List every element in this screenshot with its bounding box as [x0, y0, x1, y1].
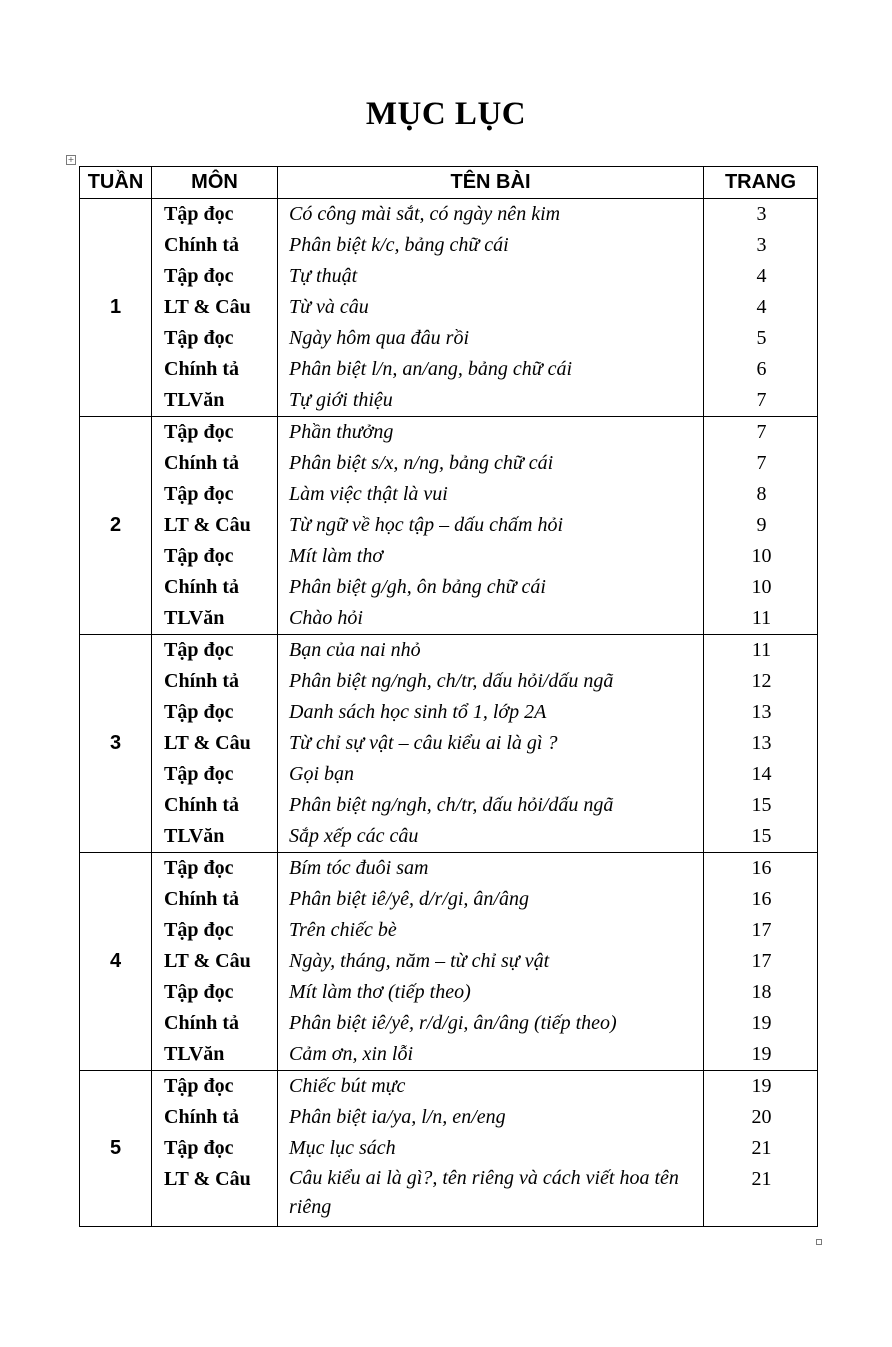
page-number: 10 [751, 576, 772, 598]
lesson-cell: Từ và câu [289, 296, 369, 318]
lesson-cell: Mục lục sách [289, 1137, 396, 1159]
subject-cell: Tập đọc [164, 701, 234, 723]
page-number: 8 [756, 483, 767, 505]
page-number: 4 [756, 265, 767, 287]
subject-column [152, 199, 278, 417]
table-resize-handle-icon[interactable] [816, 1239, 822, 1245]
subject-cell: LT & Câu [164, 514, 251, 536]
page-number: 17 [751, 919, 772, 941]
subject-cell: Tập đọc [164, 981, 234, 1003]
week-row [80, 853, 818, 1071]
subject-cell: Tập đọc [164, 1075, 234, 1097]
subject-cell: TLVăn [164, 389, 225, 411]
lesson-cell: Trên chiếc bè [289, 919, 397, 941]
page-column [704, 199, 818, 417]
subject-cell: Chính tả [164, 576, 240, 598]
lesson-cell: Mít làm thơ (tiếp theo) [289, 981, 471, 1003]
week-number: 4 [80, 853, 152, 1071]
page-title: MỤC LỤC [365, 96, 527, 132]
subject-cell: Chính tả [164, 670, 240, 692]
header-week: TUẦN [80, 167, 152, 199]
lesson-cell: Tự thuật [289, 265, 358, 287]
lesson-cell: Cảm ơn, xin lỗi [289, 1043, 414, 1065]
lesson-cell: Phần thưởng [289, 421, 394, 443]
page-column [704, 417, 818, 635]
header-subject: MÔN [152, 167, 278, 199]
subject-cell: TLVăn [164, 1043, 225, 1065]
subject-cell: LT & Câu [164, 950, 251, 972]
page-number: 17 [751, 950, 772, 972]
subject-cell: LT & Câu [164, 732, 251, 754]
subject-cell: TLVăn [164, 825, 225, 847]
page-number: 13 [751, 732, 772, 754]
subject-column [152, 635, 278, 853]
lesson-column [278, 635, 704, 853]
subject-column [152, 853, 278, 1071]
lesson-cell: Gọi bạn [289, 763, 354, 785]
subject-cell: Chính tả [164, 1012, 240, 1034]
subject-cell: Tập đọc [164, 545, 234, 567]
lesson-cell: Danh sách học sinh tổ 1, lớp 2A [289, 701, 547, 723]
header-lesson: TÊN BÀI [278, 167, 704, 199]
subject-cell: Tập đọc [164, 327, 234, 349]
lesson-column [278, 1071, 704, 1227]
week-row [80, 199, 818, 417]
page-number: 12 [751, 670, 772, 692]
subject-cell: Chính tả [164, 358, 240, 380]
subject-cell: Tập đọc [164, 483, 234, 505]
subject-cell: Chính tả [164, 452, 240, 474]
lesson-cell: Phân biệt l/n, an/ang, bảng chữ cái [289, 358, 573, 380]
lesson-column [278, 417, 704, 635]
subject-cell: Tập đọc [164, 203, 234, 225]
lesson-cell: Phân biệt ia/ya, l/n, en/eng [289, 1106, 506, 1128]
lesson-cell: Phân biệt k/c, bảng chữ cái [289, 234, 509, 256]
lesson-cell: Phân biệt g/gh, ôn bảng chữ cái [289, 576, 546, 598]
page-number: 13 [751, 701, 772, 723]
subject-cell: TLVăn [164, 607, 225, 629]
subject-cell: LT & Câu [164, 1168, 251, 1190]
week-number: 2 [80, 417, 152, 635]
page-number: 6 [756, 358, 767, 380]
page-number: 14 [751, 763, 772, 785]
page-column [704, 853, 818, 1071]
lesson-cell: Sắp xếp các câu [289, 825, 419, 847]
page-number: 7 [756, 421, 767, 443]
lesson-column [278, 853, 704, 1071]
week-number: 3 [80, 635, 152, 853]
toc-table [79, 166, 818, 1227]
subject-cell: Tập đọc [164, 421, 234, 443]
subject-cell: Tập đọc [164, 1137, 234, 1159]
subject-cell: Tập đọc [164, 919, 234, 941]
subject-cell: Tập đọc [164, 857, 234, 879]
subject-cell: Chính tả [164, 888, 240, 910]
header-page: TRANG [704, 167, 818, 199]
page-number: 16 [751, 888, 772, 910]
lesson-cell: Phân biệt s/x, n/ng, bảng chữ cái [289, 452, 554, 474]
page-number: 11 [751, 607, 772, 629]
lesson-cell: Phân biệt ng/ngh, ch/tr, dấu hỏi/dấu ngã [289, 794, 614, 816]
subject-cell: Chính tả [164, 234, 240, 256]
page-number: 7 [756, 389, 767, 411]
subject-column [152, 1071, 278, 1227]
page-number: 19 [751, 1012, 772, 1034]
subject-cell: LT & Câu [164, 296, 251, 318]
lesson-cell: Tự giới thiệu [289, 389, 393, 411]
page-number: 4 [756, 296, 767, 318]
subject-cell: Chính tả [164, 794, 240, 816]
page-number: 7 [756, 452, 767, 474]
subject-cell: Tập đọc [164, 265, 234, 287]
page-number: 20 [751, 1106, 772, 1128]
lesson-cell: Phân biệt ng/ngh, ch/tr, dấu hỏi/dấu ngã [289, 670, 614, 692]
page-number: 18 [751, 981, 772, 1003]
page-number: 21 [751, 1168, 772, 1190]
lesson-cell: Có công mài sắt, có ngày nên kim [289, 203, 561, 225]
lesson-column [278, 199, 704, 417]
lesson-cell: Mít làm thơ [289, 545, 384, 567]
page-number: 19 [751, 1043, 772, 1065]
lesson-cell: Ngày hôm qua đâu rồi [289, 327, 469, 349]
lesson-cell: Ngày, tháng, năm – từ chỉ sự vật [289, 950, 550, 972]
page-column [704, 635, 818, 853]
subject-cell: Chính tả [164, 1106, 240, 1128]
subject-cell: Tập đọc [164, 763, 234, 785]
page-number: 11 [751, 639, 772, 661]
page-number: 3 [756, 203, 767, 225]
lesson-cell: Chào hỏi [289, 607, 363, 629]
lesson-cell: Chiếc bút mực [289, 1075, 406, 1097]
page-number: 21 [751, 1137, 772, 1159]
week-row [80, 1071, 818, 1227]
page-number: 9 [756, 514, 767, 536]
subject-cell: Tập đọc [164, 639, 234, 661]
lesson-cell: Bạn của nai nhỏ [289, 639, 421, 661]
header-row [80, 167, 818, 199]
lesson-cell: Làm việc thật là vui [289, 483, 448, 505]
toc-body [80, 199, 818, 1227]
page-number: 3 [756, 234, 767, 256]
page-number: 16 [751, 857, 772, 879]
subject-column [152, 417, 278, 635]
lesson-cell: Từ chỉ sự vật – câu kiểu ai là gì ? [289, 732, 558, 754]
lesson-cell: Bím tóc đuôi sam [289, 857, 429, 879]
page-number: 19 [751, 1075, 772, 1097]
page-number: 15 [751, 794, 772, 816]
week-number: 5 [80, 1071, 152, 1227]
week-row [80, 635, 818, 853]
lesson-cell: Từ ngữ về học tập – dấu chấm hỏi [289, 514, 564, 536]
page-number: 5 [756, 327, 767, 349]
lesson-cell: Phân biệt iê/yê, d/r/gi, ân/âng [289, 888, 529, 910]
page-number: 10 [751, 545, 772, 567]
page-number: 15 [751, 825, 772, 847]
week-number: 1 [80, 199, 152, 417]
lesson-cell: Câu kiểu ai là gì?, tên riêng và cách viết hoa tên riêng [289, 1167, 679, 1218]
week-row [80, 417, 818, 635]
lesson-cell: Phân biệt iê/yê, r/d/gi, ân/âng (tiếp theo) [289, 1012, 617, 1034]
page-column [704, 1071, 818, 1227]
table-move-handle-icon[interactable]: + [67, 155, 75, 164]
